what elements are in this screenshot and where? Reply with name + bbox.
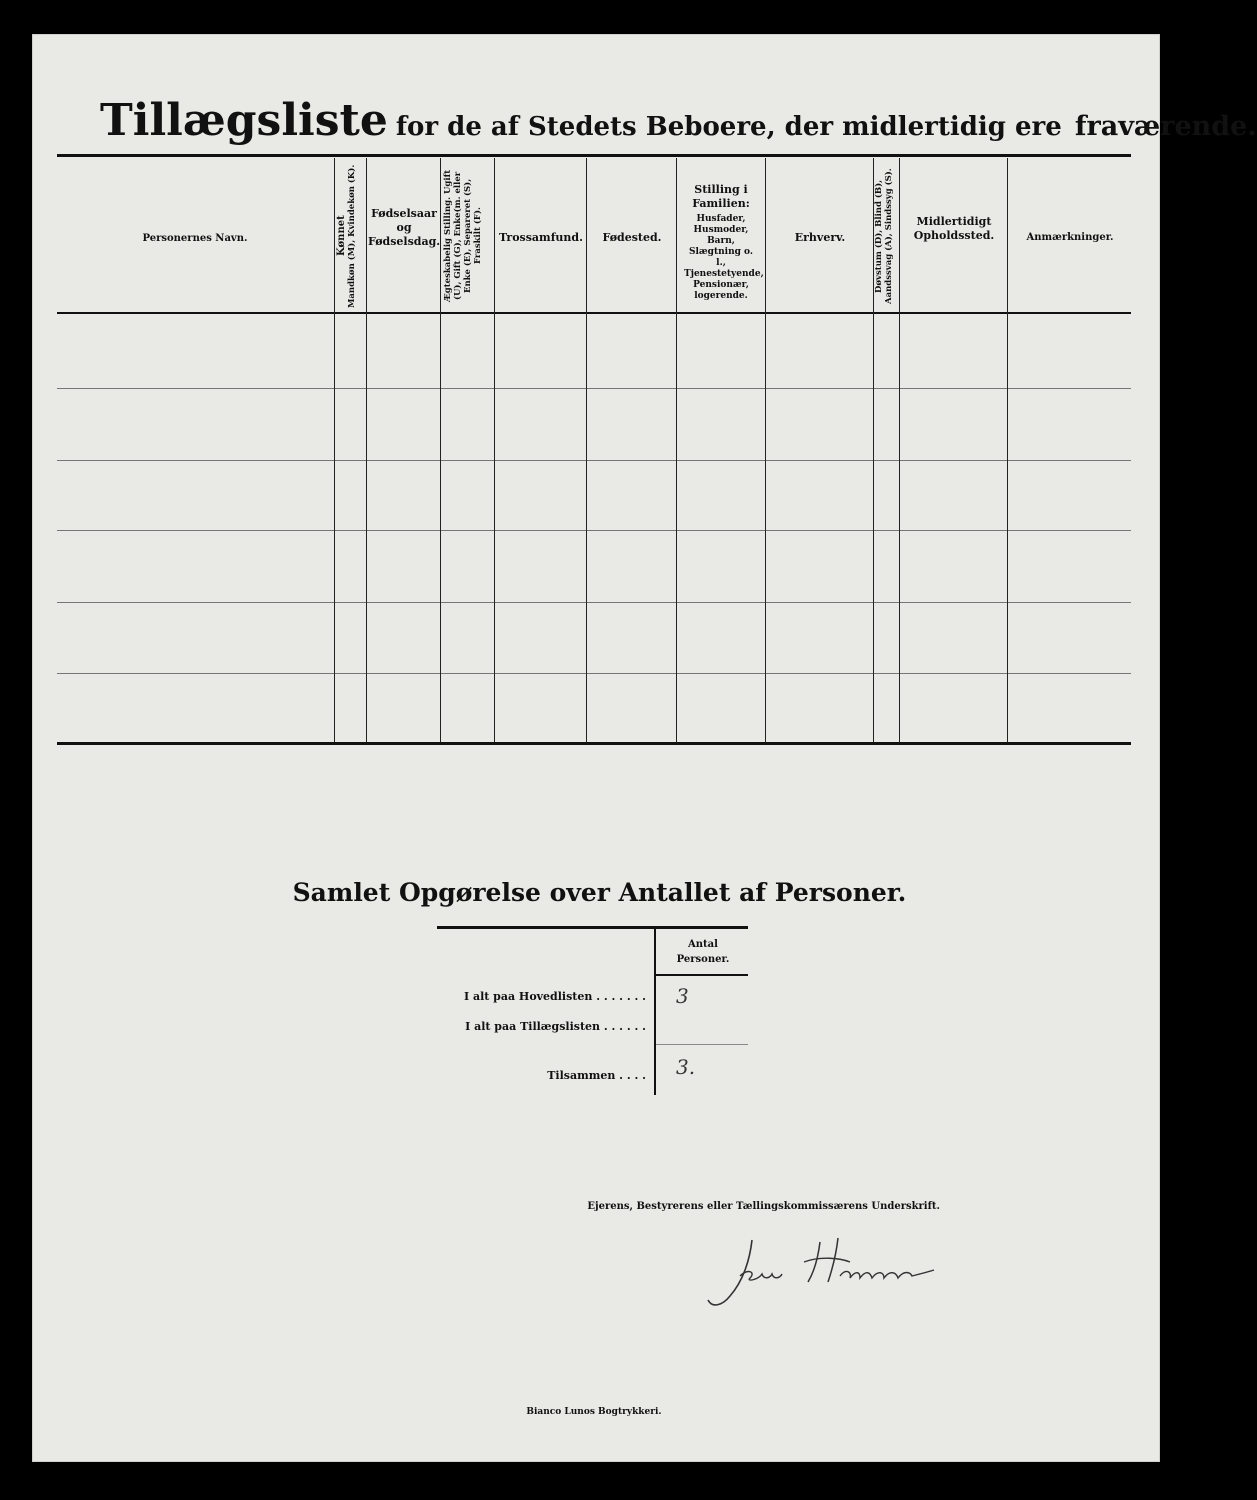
summary-column-header <box>660 937 746 967</box>
header-birth-line3: Fødselsdag. <box>368 235 441 248</box>
column-line <box>494 158 495 742</box>
column-line <box>676 158 677 742</box>
summary-total-value: 3. <box>676 1055 696 1079</box>
handwritten-signature <box>700 1228 940 1322</box>
header-temp-residence <box>901 215 1007 243</box>
header-disability: Døvstum (D), Blind (B), Aandssvag (A), Sindssyg (S). <box>874 168 894 304</box>
row-line <box>57 602 1131 603</box>
title-rest: for de af Stedets Beboere, der midlertidig ere <box>395 112 1062 142</box>
summary-row2-label: I alt paa Tillægslisten . . . . . . <box>465 1020 646 1033</box>
printer-imprint: Bianco Lunos Bogtrykkeri. <box>526 1407 662 1417</box>
column-line <box>586 158 587 742</box>
row-line <box>57 673 1131 674</box>
header-family-sub: Husfader, Husmoder, Barn, Slægtning o. l., Tjenestetyende, Pensionær, logerende. <box>684 214 764 301</box>
header-remarks: Anmærkninger. <box>1026 232 1114 243</box>
header-family-title2: Familien: <box>692 197 750 210</box>
table-top-rule <box>57 154 1131 157</box>
column-line <box>366 158 367 742</box>
summary-row1-value: 3 <box>676 984 689 1008</box>
header-birth-line1: Fødselsaar <box>371 207 437 220</box>
census-form-page <box>32 34 1160 1462</box>
column-line <box>899 158 900 742</box>
header-temp-line1: Midlertidigt <box>916 215 992 228</box>
table-bottom-rule <box>57 742 1131 745</box>
header-birth-line2: og <box>396 221 412 234</box>
column-line <box>440 158 441 742</box>
signature-label: Ejerens, Bestyrerens eller Tællingskommissærens Underskrift. <box>587 1201 940 1212</box>
header-birthplace: Fødested. <box>602 231 662 244</box>
summary-head-line <box>656 974 748 976</box>
header-birth <box>368 207 440 249</box>
summary-title: Samlet Opgørelse over Antallet af Personer. <box>292 878 907 907</box>
header-temp-line2: Opholdssted. <box>913 229 995 242</box>
form-title <box>100 95 1257 146</box>
row-line <box>57 530 1131 531</box>
row-line <box>57 460 1131 461</box>
header-bottom-rule <box>57 312 1131 314</box>
row-line <box>57 388 1131 389</box>
summary-total-line <box>656 1044 748 1045</box>
header-gender-sub: Mandkøn (M), Kvindekøn (K). <box>347 164 357 308</box>
summary-total-label: Tilsammen . . . . <box>547 1069 646 1082</box>
header-religion: Trossamfund. <box>499 231 583 244</box>
column-line <box>765 158 766 742</box>
header-marital: Ægteskabelig Stilling. Ugift (U), Gift (G), Enke(m. eller Enke (E), Separeret (S), Fraskilt (F). <box>443 169 483 303</box>
summary-col-line1: Antal <box>688 939 718 950</box>
column-line <box>1007 158 1008 742</box>
title-main: Tillægsliste <box>100 95 388 146</box>
summary-col-line2: Personer. <box>676 954 730 965</box>
header-family <box>678 183 764 302</box>
summary-top-rule <box>437 926 748 929</box>
header-gender-title: Kønnet <box>336 215 347 257</box>
header-name: Personernes Navn. <box>142 233 248 244</box>
title-emphasis: fraværende. <box>1074 111 1257 142</box>
header-occupation: Erhverv. <box>794 231 846 244</box>
header-gender <box>337 162 365 310</box>
header-family-title1: Stilling i <box>694 183 748 196</box>
summary-column-line <box>654 929 656 1095</box>
signature-text <box>700 1228 701 1229</box>
summary-row1-label: I alt paa Hovedlisten . . . . . . . <box>463 990 646 1003</box>
signature-graphic <box>700 1228 940 1318</box>
column-line <box>334 158 335 742</box>
